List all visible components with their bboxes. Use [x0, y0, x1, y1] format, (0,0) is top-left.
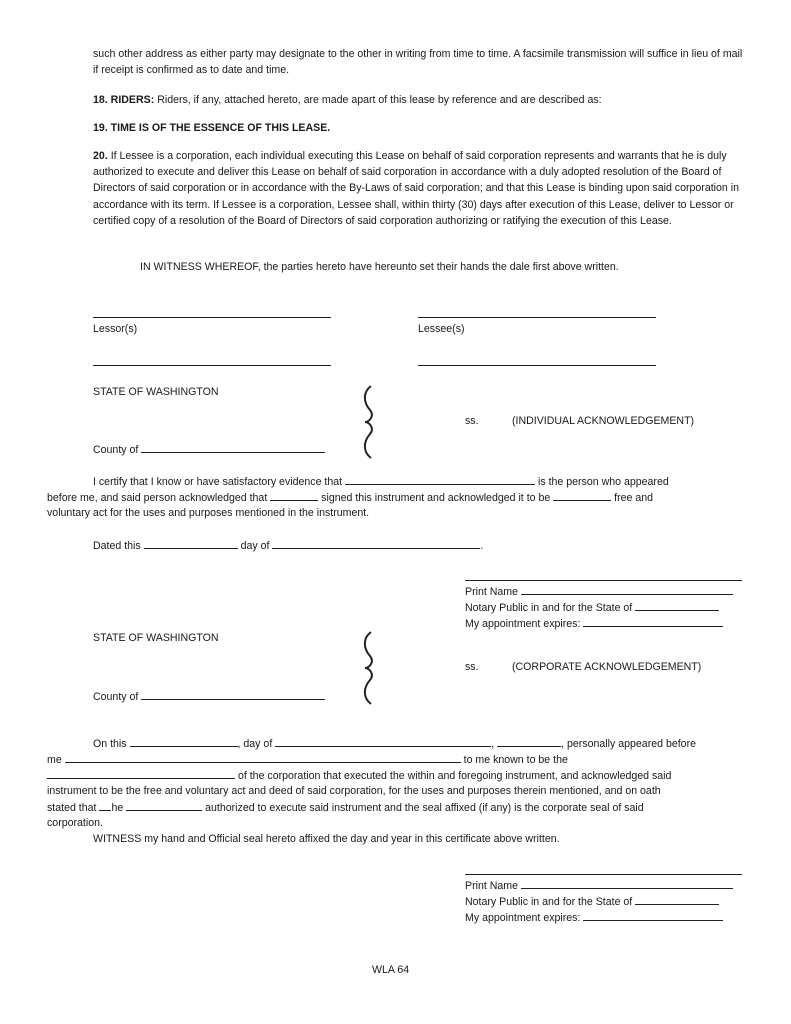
- corporate-appointment-blank[interactable]: [583, 910, 723, 921]
- certify-name-blank[interactable]: [345, 474, 535, 485]
- corp-month-blank[interactable]: [275, 736, 491, 747]
- individual-appointment-blank[interactable]: [583, 616, 723, 627]
- individual-notary: Notary Public in and for the State of: [465, 600, 719, 615]
- certify-line-1: I certify that I know or have satisfactory evidence that is the person who appeared: [93, 476, 669, 488]
- corporate-print-name: Print Name: [465, 878, 733, 893]
- corp-line-4: instrument to be the free and voluntary act and deed of said corporation, for the uses and purposes therein mentioned, and on oath: [47, 785, 661, 797]
- individual-print-name: Print Name: [465, 584, 733, 599]
- corp-day-blank[interactable]: [130, 736, 238, 747]
- lessee-label: Lessee(s): [418, 323, 465, 335]
- corp-witness: WITNESS my hand and Official seal hereto affixed the day and year in this certificate above written.: [93, 833, 560, 845]
- corporate-brace: [356, 630, 386, 706]
- corp-line-2: me to me known to be the: [47, 754, 568, 766]
- corporate-notary-signature-line: [465, 874, 742, 875]
- corporate-notary-state-blank[interactable]: [635, 894, 719, 905]
- certify-acknowledged-blank[interactable]: [270, 490, 318, 501]
- certify-line-3: voluntary act for the uses and purposes mentioned in the instrument.: [47, 507, 370, 519]
- corporate-ack-type: (CORPORATE ACKNOWLEDGEMENT): [512, 661, 702, 673]
- clause-19: 19. TIME IS OF THE ESSENCE OF THIS LEASE.: [93, 122, 331, 134]
- lessee-signature-line: [418, 317, 656, 318]
- certify-line-2: before me, and said person acknowledged that signed this instrument and acknowledged it to be free and: [47, 492, 654, 504]
- corp-authorized-blank[interactable]: [126, 800, 202, 811]
- individual-ss: ss.: [465, 415, 479, 427]
- corp-name-blank[interactable]: [65, 752, 461, 763]
- lessor-signature-line: [93, 317, 331, 318]
- individual-state: STATE OF WASHINGTON: [93, 386, 219, 398]
- corporate-appointment: My appointment expires:: [465, 910, 723, 925]
- corporate-county-blank[interactable]: [141, 689, 325, 700]
- page-footer: WLA 64: [372, 964, 410, 976]
- corporate-ss: ss.: [465, 661, 479, 673]
- corporate-state: STATE OF WASHINGTON: [93, 632, 219, 644]
- corp-line-1: On this , day of , , personally appeared before: [93, 738, 696, 750]
- individual-county-blank[interactable]: [141, 442, 325, 453]
- witness-whereof: IN WITNESS WHEREOF, the parties hereto have hereunto set their hands the dale first above written.: [140, 261, 619, 273]
- individual-ack-type: (INDIVIDUAL ACKNOWLEDGEMENT): [512, 415, 695, 427]
- clause-18-label: 18. RIDERS:: [93, 94, 155, 106]
- clause-20-label: 20.: [93, 150, 108, 162]
- certify-free-blank[interactable]: [553, 490, 611, 501]
- individual-notary-signature-line: [465, 580, 742, 581]
- individual-appointment: My appointment expires:: [465, 616, 723, 631]
- corp-title-blank[interactable]: [47, 768, 235, 779]
- clause-18: [93, 92, 743, 108]
- corp-line-3: of the corporation that executed the within and foregoing instrument, and acknowledged said: [47, 768, 671, 783]
- clause-20-text: If Lessee is a corporation, each individual executing this Lease on behalf of said corporation represents and warrants that he is duly authorized to execute and deliver this Lease on behalf of said corporation in accordance with a duly adopted resolution of the Board of Directors of said corporation or in accordance with the By-Laws of said corporation; and that this Lease is binding upon said corporation in accordance with its term. If Lessee is a corporation, Lessee shall, within thirty (30) days after execution of this Lease, deliver to Lessor or certified copy of a resolution of the Board of Directors of said corporation authorizing or ratifying the execution of this Lease.: [93, 150, 739, 227]
- corporate-county: County of: [93, 689, 325, 704]
- clause-18-text: Riders, if any, attached hereto, are made apart of this lease by reference and are described as:: [157, 94, 602, 106]
- corp-year-blank[interactable]: [497, 736, 561, 747]
- individual-county: County of: [93, 442, 325, 457]
- lessor-label: Lessor(s): [93, 323, 138, 335]
- lessee-signature-line-2: [418, 365, 656, 366]
- clause-20: [93, 148, 743, 229]
- dated-line: Dated this day of .: [93, 540, 484, 552]
- dated-month-blank[interactable]: [272, 538, 480, 549]
- dated-day-blank[interactable]: [144, 538, 238, 549]
- individual-print-name-blank[interactable]: [521, 584, 733, 595]
- lessor-signature-line-2: [93, 365, 331, 366]
- corp-he-blank[interactable]: [99, 800, 111, 811]
- individual-notary-state-blank[interactable]: [635, 600, 719, 611]
- individual-brace: [356, 384, 386, 460]
- corp-line-6: corporation.: [47, 817, 103, 829]
- address-continuation: such other address as either party may designate to the other in writing from time to time. A facsimile transmission will suffice in lieu of mail if receipt is confirmed as to date and time.: [93, 48, 743, 77]
- corporate-print-name-blank[interactable]: [521, 878, 733, 889]
- corp-line-5: stated that he authorized to execute said instrument and the seal affixed (if any) is the corporate seal of said: [47, 802, 644, 814]
- corporate-notary: Notary Public in and for the State of: [465, 894, 719, 909]
